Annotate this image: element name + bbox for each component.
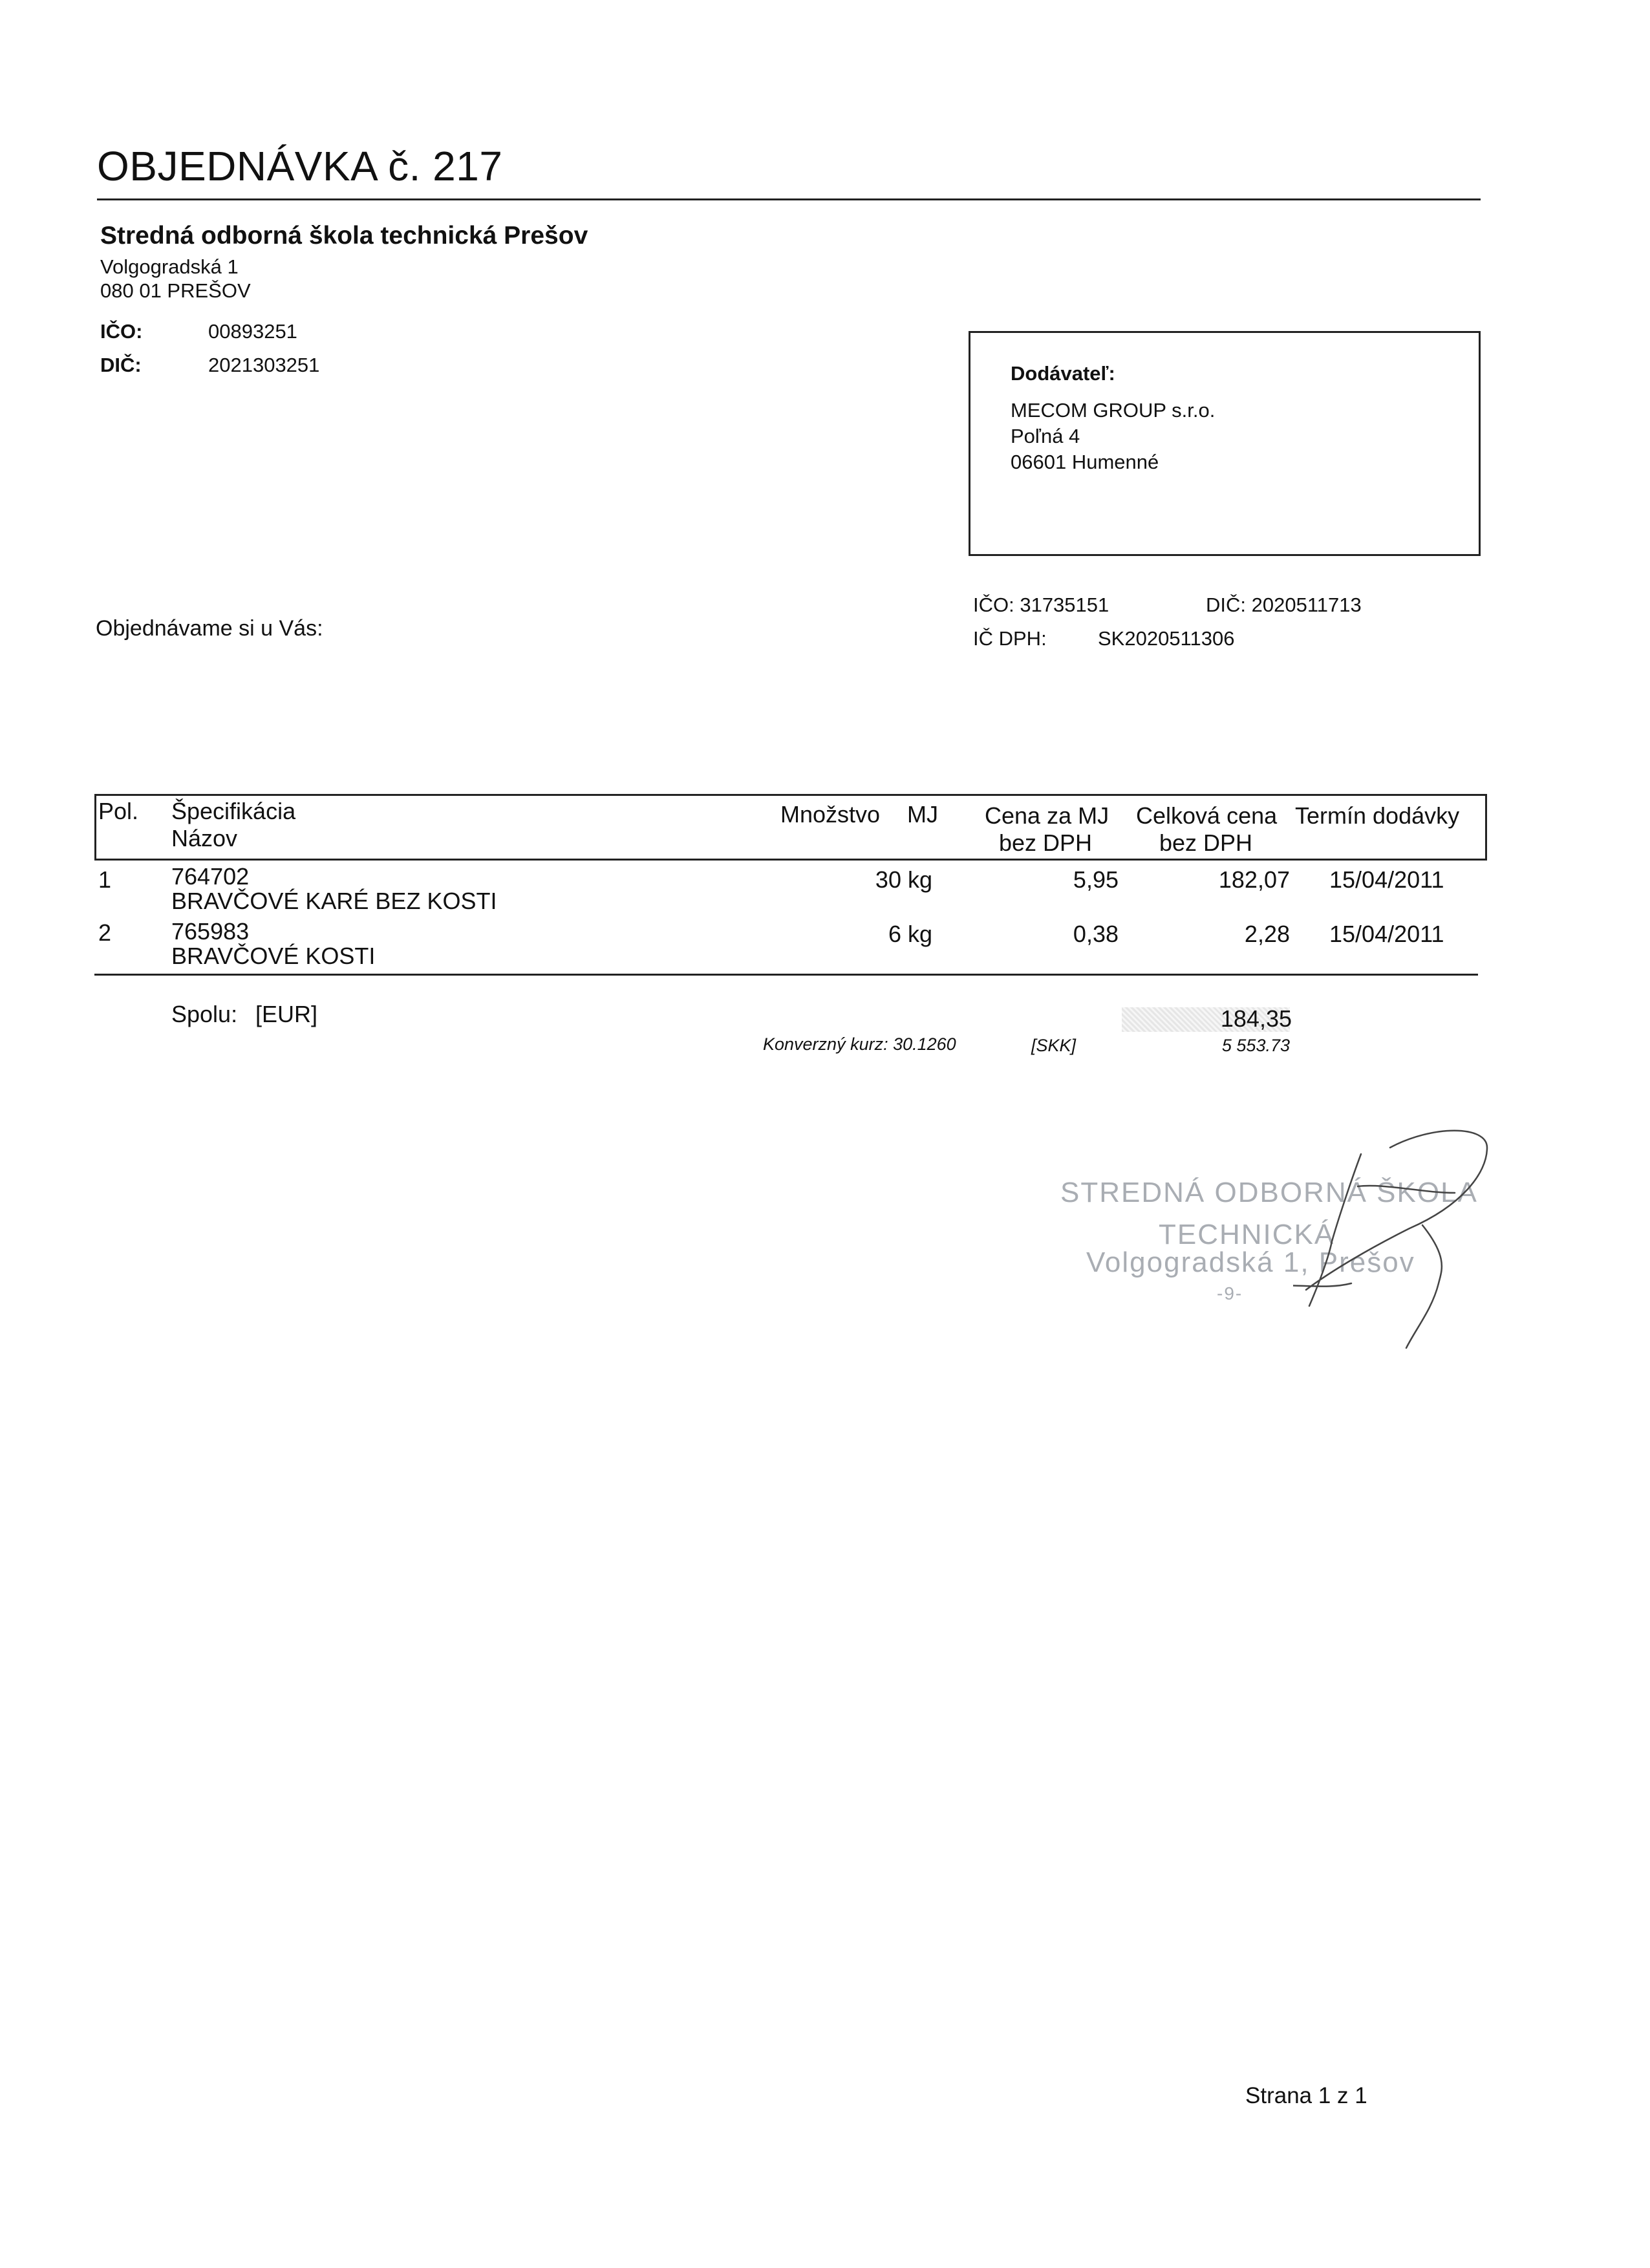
total-value: 184,35 [1220,1005,1292,1032]
supplier-ico: IČO: 31735151 [973,594,1109,616]
stamp-line2: TECHNICKÁ [1159,1219,1335,1250]
buyer-dic-value: 2021303251 [208,354,320,376]
header-mj: MJ [907,801,938,828]
header-spec: Špecifikácia [171,798,296,824]
page-number: Strana 1 z 1 [1245,2083,1367,2108]
supplier-icdph-label: IČ DPH: [973,627,1047,650]
buyer-dic-label: DIČ: [100,354,142,376]
row1-name: BRAVČOVÉ KARÉ BEZ KOSTI [171,888,497,914]
supplier-box [969,331,1481,556]
row2-qty: 6 kg [888,921,932,947]
supplier-dic: DIČ: 2020511713 [1206,594,1362,616]
header-termin: Termín dodávky [1295,802,1460,829]
skk-value: 5 553.73 [1221,1036,1290,1055]
supplier-city: 06601 Humenné [1011,451,1159,473]
supplier-name: MECOM GROUP s.r.o. [1011,399,1216,422]
header-celkova-dph: bez DPH [1159,829,1253,856]
conversion-rate: Konverzný kurz: 30.1260 [763,1034,956,1054]
row1-code: 764702 [171,863,250,890]
row1-unit-price: 5,95 [1073,866,1119,893]
row1-total: 182,07 [1218,866,1290,893]
row2-date: 15/04/2011 [1329,921,1444,947]
row2-name: BRAVČOVÉ KOSTI [171,943,376,969]
skk-label: [SKK] [1031,1036,1077,1055]
row1-pol: 1 [98,866,112,893]
header-nazov: Názov [171,825,238,851]
header-pol: Pol. [98,798,139,824]
buyer-name: Stredná odborná škola technická Prešov [100,222,588,250]
title-divider [97,198,1481,200]
row2-pol: 2 [98,919,112,946]
stamp-line1: STREDNÁ ODBORNÁ ŠKOLA [1060,1177,1478,1208]
buyer-ico-label: IČO: [100,320,143,343]
header-celkova: Celková cena [1136,802,1278,829]
table-bottom-rule [94,974,1478,976]
row2-code: 765983 [171,918,250,945]
total-label: Spolu: [171,1001,238,1027]
row1-date: 15/04/2011 [1329,866,1444,893]
row2-unit-price: 0,38 [1073,921,1119,947]
header-cena-dph: bez DPH [999,829,1093,856]
buyer-street: Volgogradská 1 [100,255,239,278]
supplier-icdph-value: SK2020511306 [1098,627,1235,650]
row1-qty: 30 kg [875,866,932,893]
header-cena: Cena za MJ [985,802,1109,829]
buyer-ico-value: 00893251 [208,320,297,343]
buyer-city: 080 01 PREŠOV [100,279,251,302]
stamp-line4: -9- [1217,1283,1243,1303]
signature [1293,1128,1513,1354]
row2-total: 2,28 [1244,921,1290,947]
header-mnozstvo: Množstvo [780,801,881,828]
total-currency: [EUR] [255,1001,318,1027]
supplier-heading: Dodávateľ: [1011,362,1115,385]
supplier-street: Poľná 4 [1011,425,1080,447]
page-title: OBJEDNÁVKA č. 217 [97,143,503,189]
stamp-line3: Volgogradská 1, Prešov [1086,1246,1415,1278]
intro-text: Objednávame si u Vás: [96,616,323,641]
